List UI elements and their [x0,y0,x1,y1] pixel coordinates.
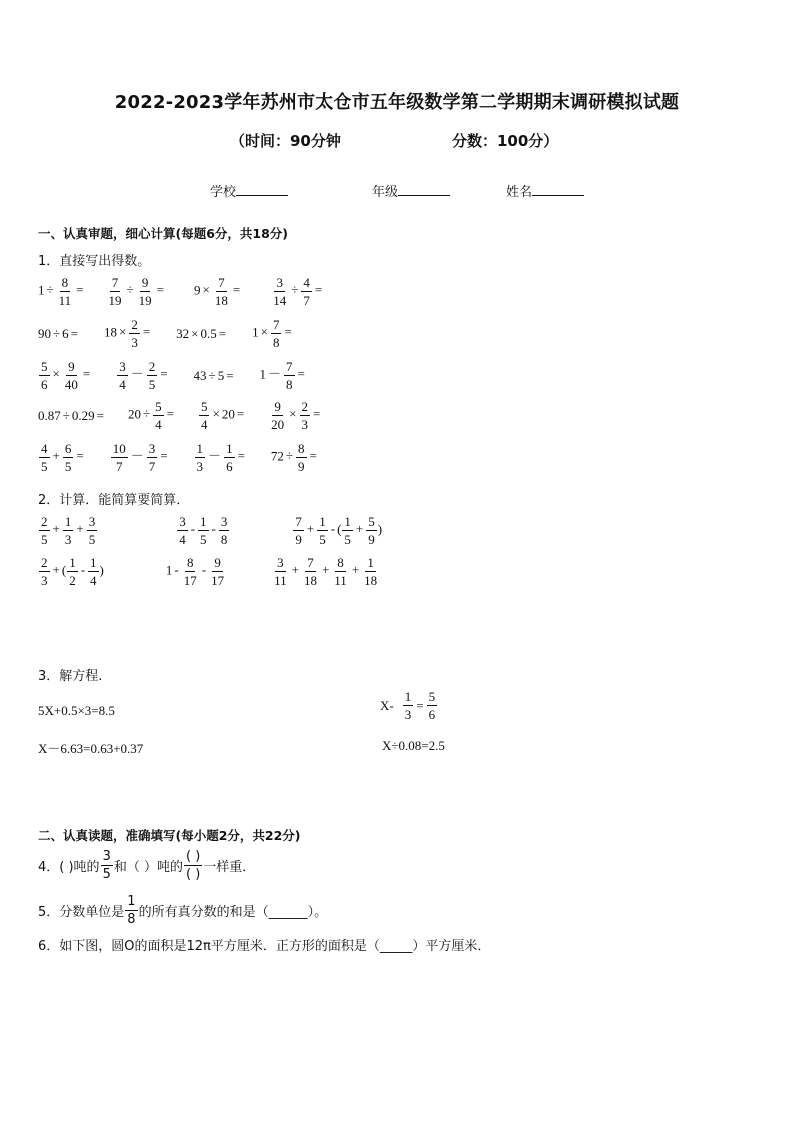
fraction [88,556,99,587]
math-token: 5 [41,359,48,374]
section-2-heading: 二、认真读题，准确填写(每小题2分，共22分) [38,828,301,843]
math-token: 43 [193,367,207,383]
math-token: 5 [344,532,351,547]
math-token: = [160,366,168,382]
math-token: = [218,325,227,341]
math-token: 8 [286,377,293,392]
expr [38,408,106,424]
question-3: 3．解方程. [38,669,103,684]
math-token: 40 [64,377,78,392]
math-token: 17 [211,573,225,588]
question-4 [38,850,255,881]
math-token: 4 [200,417,208,432]
q1-row-4 [38,400,322,431]
expr [38,515,98,546]
q1-row-2 [38,318,294,349]
math-token: 1 [344,514,351,529]
expr [292,515,382,546]
math-token: × [260,324,268,340]
math-token: 1 [404,689,412,704]
math-token: 9 [274,399,281,414]
math-token: 2 [131,317,138,332]
fraction [272,556,289,587]
math-token: 8 [272,335,280,350]
q1-row-5 [38,442,319,473]
math-token: ÷ [285,448,294,464]
fraction [137,276,154,307]
school-blank[interactable] [236,183,288,196]
math-token: 18 [364,573,378,588]
math-token: 9 [368,532,375,547]
math-token: 7 [148,459,156,474]
math-token: 1 [127,894,136,909]
math-token: 7 [272,317,280,332]
math-token: 5 [155,399,162,414]
math-token: 7 [286,359,293,374]
fraction [153,400,164,431]
expr [194,442,247,473]
math-token: 6 [62,325,69,341]
math-token: 9 [295,532,302,547]
math-token: - [201,562,207,578]
fraction [213,276,230,307]
math-token: ÷ [208,367,216,383]
math-token: 3 [404,707,412,722]
expr [198,400,246,431]
math-token: 17 [183,573,197,588]
math-token: 1 [226,441,233,456]
math-token: 8 [127,912,136,927]
math-token: 5 [64,459,72,474]
fraction [296,442,307,473]
math-token: 7 [115,459,123,474]
math-token: ) [99,562,104,578]
fraction [39,515,50,546]
math-token: 20 [127,406,141,422]
math-token: 2 [41,514,48,529]
math-token: 9 [68,359,75,374]
fraction [271,318,282,349]
math-token: × [289,406,297,422]
math-token: = [313,406,321,422]
fraction [199,400,210,431]
fraction [332,556,349,587]
fraction [317,515,328,546]
math-token: 3 [220,514,228,529]
math-token: 3 [276,275,283,290]
expr [38,442,86,473]
math-token: 18 [214,293,228,308]
math-token: 3 [148,441,156,456]
fraction [300,400,311,431]
math-token: 4 [155,417,162,432]
math-token: 5．分数单位是 [38,905,125,920]
math-token: 5 [217,367,225,383]
fraction [177,515,188,546]
math-token: = [416,697,424,713]
grade-blank[interactable] [398,183,450,196]
math-token: 一样重． [203,860,256,875]
math-token: = [232,282,241,298]
fraction [101,850,113,881]
question-2: 2．计算．能简算要简算． [38,493,190,508]
math-token: 1 [200,514,207,529]
math-token: 1 [367,555,374,570]
fraction [224,442,235,473]
math-token: 7 [295,514,302,529]
math-token: 1 [165,562,173,578]
math-token: 3 [196,459,204,474]
math-token: × [118,324,127,340]
math-token: = [96,407,104,423]
math-token: + [76,521,84,537]
fraction [284,360,295,391]
math-token: 5 [41,532,48,547]
math-token: 8 [61,275,69,290]
math-token: 4 [179,532,186,547]
question-5 [38,895,327,926]
fraction [87,515,98,546]
math-token: 3 [102,849,111,864]
fraction [301,276,312,307]
expr [128,400,176,431]
fraction [219,515,230,546]
grade-label: 年级 [372,185,399,200]
math-token: - [190,521,196,537]
math-token: = [284,324,292,340]
expr [38,360,92,391]
expr [176,515,230,546]
fraction [129,318,140,349]
equation-3: X－6.63=0.63+0.37 [38,741,144,756]
math-token: = [297,366,305,382]
math-token: × [202,282,210,298]
math-token: = [160,448,168,464]
equation-1: 5X+0.5×3=8.5 [38,703,115,718]
name-field [506,181,584,200]
expr [194,368,236,384]
math-token: ÷ [46,282,54,298]
fraction [271,276,288,307]
math-token: 18 [103,324,117,340]
math-token: 5 [88,532,96,547]
math-token: 11 [334,573,347,588]
fraction [39,360,50,391]
math-token: 0.87 [38,407,61,423]
math-token: ( [337,521,342,537]
fraction [198,515,209,546]
fraction [362,556,379,587]
math-token: + [306,521,315,537]
math-token: = [70,325,78,341]
math-token: 72 [270,448,284,464]
math-token: 1 [38,282,45,298]
fraction [147,442,158,473]
math-token: 20 [221,406,235,422]
math-token: 11 [274,573,287,588]
math-token: 8 [298,441,305,456]
math-token: × [212,406,220,422]
math-token: = [166,406,174,422]
math-token: 11 [58,293,72,308]
math-token: 5 [200,399,208,414]
fraction [342,515,353,546]
math-token: 3 [301,417,308,432]
math-token: + [291,562,299,578]
expr [270,276,324,307]
expr [268,400,322,431]
fraction [403,690,414,721]
expr [104,318,152,349]
expr [38,326,80,342]
math-token: 9 [214,555,221,570]
math-token: 3 [119,359,126,374]
fraction [366,515,377,546]
math-token: 90 [38,325,51,341]
math-token: － [268,366,282,382]
blank-fraction[interactable] [184,850,202,881]
math-token: = [314,282,323,298]
math-token: 19 [138,293,152,308]
math-token: 19 [108,293,122,308]
math-token: - [330,521,336,537]
math-token: 6 [64,441,72,456]
fraction [39,442,50,473]
math-token: ÷ [126,282,134,298]
math-token: + [52,448,60,464]
math-token: 4 [41,441,48,456]
math-token: 4 [90,573,97,588]
math-token: + [321,562,330,578]
math-token: ÷ [62,407,70,423]
school-field [210,181,288,200]
math-token: 7 [307,555,314,570]
math-token: 3 [179,514,186,529]
fraction [63,442,74,473]
q1-row-3 [38,360,307,391]
fraction [111,442,128,473]
math-token: = [309,448,317,464]
q1-row-1 [38,276,324,307]
math-token: = [142,324,151,340]
expr [110,442,170,473]
fraction [63,360,80,391]
math-token: 5 [102,867,111,882]
fraction [293,515,304,546]
fraction [67,556,78,587]
math-token: 7 [218,275,225,290]
math-token: = [82,366,91,382]
expr [166,556,227,587]
equation-4: X÷0.08=2.5 [382,738,445,753]
math-token: － [208,448,222,464]
math-token: = [76,282,84,298]
fraction [39,556,50,587]
math-token: ( ) [185,849,201,864]
math-token: 14 [273,293,287,308]
math-token: 9 [141,275,149,290]
math-token: 0.29 [71,407,95,423]
fraction [209,556,226,587]
math-token: × [191,325,199,341]
math-token: × [52,366,60,382]
math-token: 5 [148,377,156,392]
expr [252,318,294,349]
page-title: 2022-2023学年苏州市太仓市五年级数学第二学期期末调研模拟试题 [114,92,680,113]
math-token: － [130,448,144,464]
math-token: - [211,521,216,537]
math-token: + [52,562,60,578]
math-token: 5 [200,532,207,547]
fraction [125,895,137,926]
fraction [269,400,286,431]
exam-score: 分数：100分） [452,132,559,150]
math-token: + [52,521,60,537]
fraction [63,515,74,546]
math-token: 4．( )吨的 [38,860,100,875]
name-blank[interactable] [532,183,584,196]
expr [271,442,319,473]
math-token: 1 [319,514,326,529]
math-token: ÷ [291,282,299,298]
math-token: 7 [111,275,119,290]
math-token: 3 [131,335,138,350]
equation-2 [380,690,438,721]
fraction [302,556,319,587]
question-6: 6．如下图，圆O的面积是12π平方厘米．正方形的面积是（_____）平方厘米． [38,939,491,954]
expr [260,360,307,391]
math-token: X- [380,697,394,713]
math-token: 0.5 [200,325,217,341]
math-token: 9 [298,459,305,474]
expr [271,556,380,587]
fraction [107,276,124,307]
fraction [182,556,199,587]
grade-field [372,181,450,200]
fraction [117,360,128,391]
math-token: 2 [69,573,76,588]
math-token: 5 [368,514,375,529]
math-token: － [130,366,144,382]
math-token: + [351,562,360,578]
expr [116,360,169,391]
fraction [57,276,74,307]
expr: 9 × $\frac{7}{18}$ = [194,275,241,308]
expr [38,276,86,307]
math-token: 和（ ）吨的 [113,860,183,875]
math-token: + [355,521,364,537]
math-token: 7 [303,293,310,308]
school-label: 学校 [210,185,237,200]
math-token: 1 [90,555,97,570]
question-1: 1．直接写出得数。 [38,254,151,269]
math-token: 5 [428,689,436,704]
math-token: = [236,406,245,422]
math-token: 2 [301,399,308,414]
exam-time: （时间：90分钟 [230,132,341,150]
expr [38,556,104,587]
math-token: 32 [176,325,190,341]
math-token: = [226,367,234,383]
math-token: 3 [277,555,284,570]
math-token: 2 [41,555,48,570]
math-token: 6 [41,377,48,392]
expr [106,276,166,307]
section-1-heading: 一、认真审题，细心计算(每题6分，共18分) [38,226,289,241]
math-token: 5 [319,532,326,547]
math-token: 20 [271,417,285,432]
math-token: 4 [119,377,126,392]
math-token: 3 [64,532,72,547]
q2-row-2 [38,556,380,587]
math-token: 6 [428,707,436,722]
math-token: 1 [259,366,267,382]
math-token: 1 [69,555,76,570]
math-token: ) [377,521,383,537]
fraction [147,360,158,391]
math-token: = [237,448,245,464]
math-token: 8 [220,532,228,547]
fraction [427,690,438,721]
fraction [195,442,206,473]
math-token: = [76,448,84,464]
math-token: ÷ [53,325,61,341]
name-label: 姓名 [506,185,533,200]
math-token: 5 [41,459,48,474]
math-token: - [80,562,86,578]
math-token: ÷ [142,406,151,422]
math-token: 1 [252,324,259,340]
math-token: 10 [112,441,126,456]
math-token: 2 [148,359,156,374]
expr [176,326,228,342]
math-token: 1 [196,441,204,456]
math-token: ( [61,562,67,578]
math-token: 4 [303,275,310,290]
math-token: 3 [88,514,96,529]
math-token: 3 [41,573,48,588]
math-token: 6 [226,459,233,474]
math-token: 8 [186,555,194,570]
math-token: = [156,282,164,298]
math-token: - [174,562,179,578]
q2-row-1 [38,515,382,546]
math-token: 1 [64,514,72,529]
math-token: 18 [303,573,317,588]
math-token: ( ) [185,867,201,882]
math-token: 8 [337,555,344,570]
math-token: 的所有真分数的和是（______）。 [138,905,328,920]
